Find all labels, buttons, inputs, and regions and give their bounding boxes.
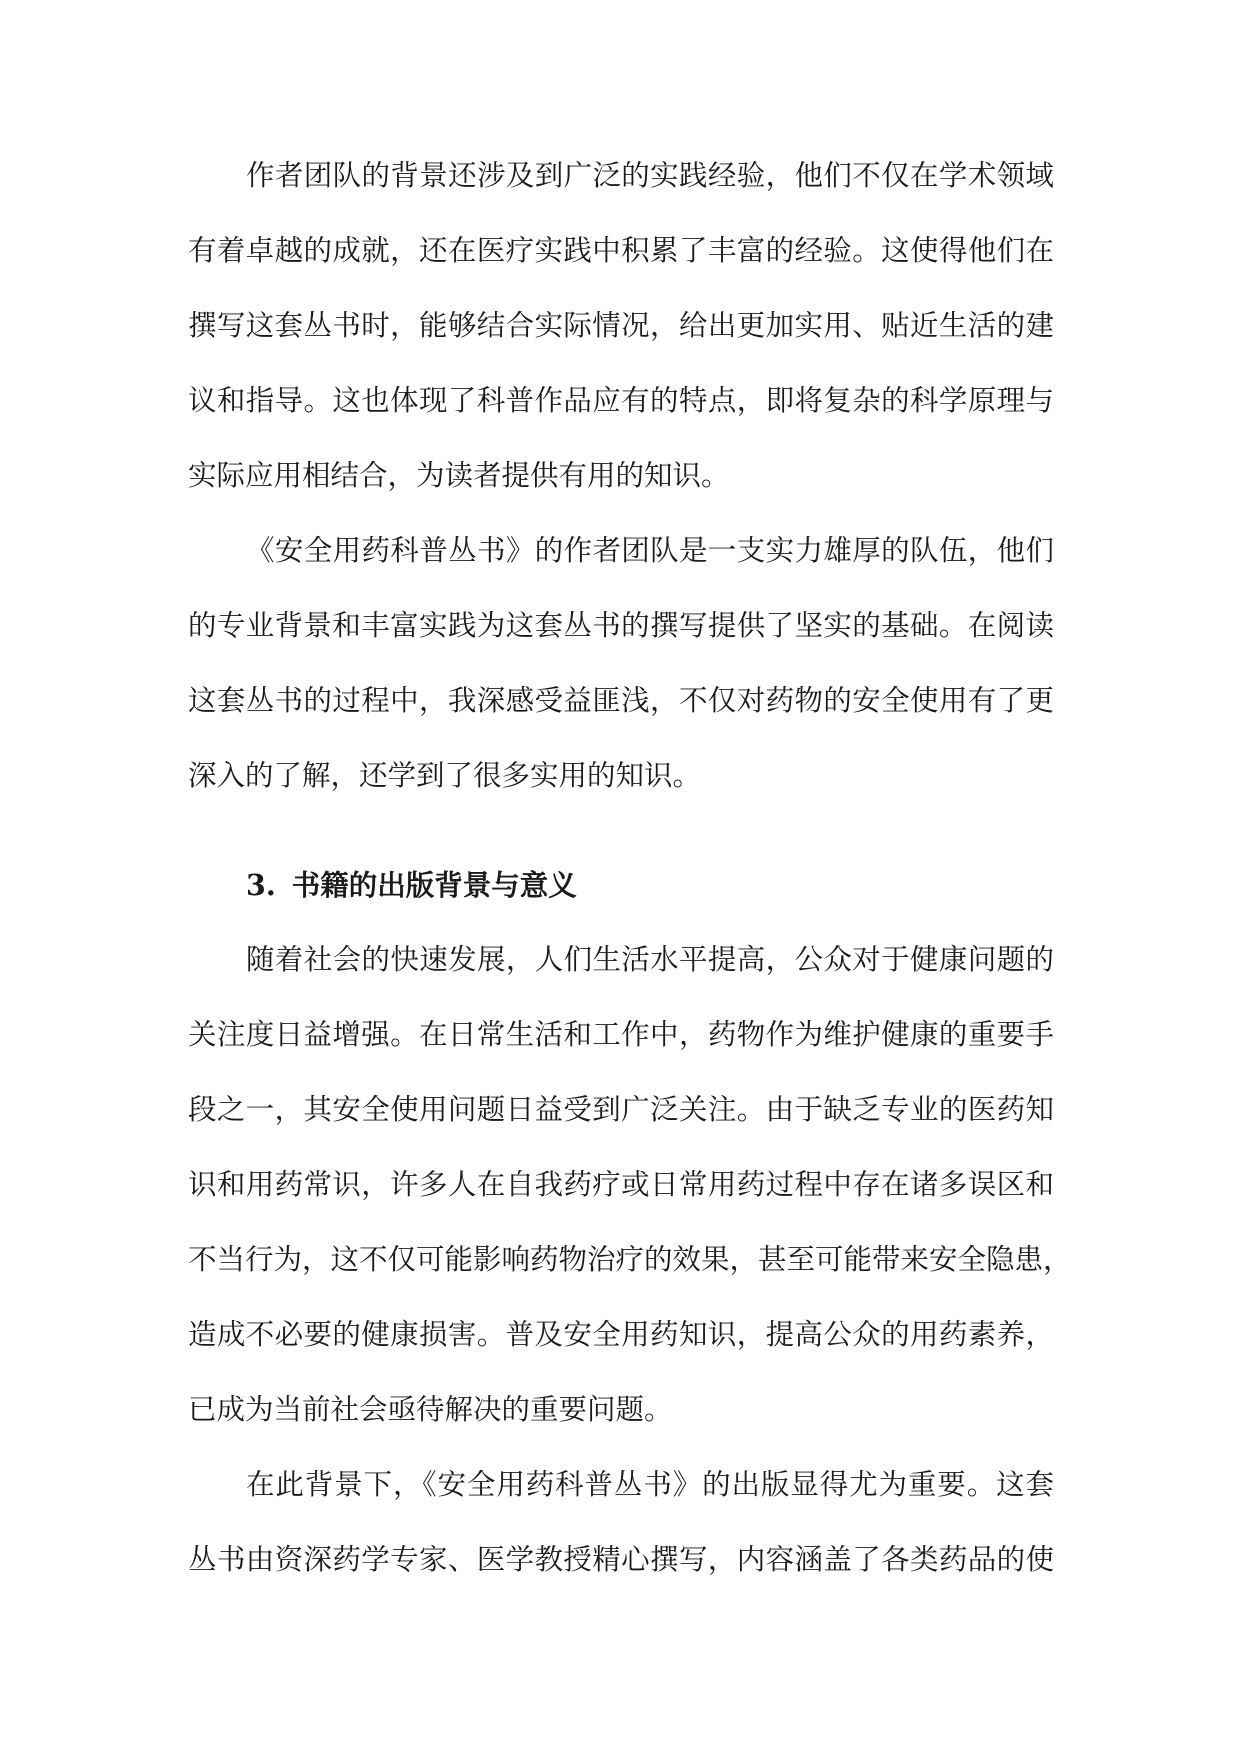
text-line: 不当行为，这不仅可能影响药物治疗的效果，甚至可能带来安全隐患， xyxy=(188,1243,1072,1276)
text-line: 段之一，其安全使用问题日益受到广泛关注。由于缺乏专业的医药知 xyxy=(188,1093,1054,1126)
text-line: 实际应用相结合，为读者提供有用的知识。 xyxy=(188,459,730,492)
paragraph xyxy=(188,930,1072,1455)
text-line: 的专业背景和丰富实践为这套丛书的撰写提供了坚实的基础。在阅读 xyxy=(188,609,1054,642)
text-line: 随着社会的快速发展，人们生活水平提高，公众对于健康问题的 xyxy=(246,943,1054,976)
section-heading xyxy=(188,855,1054,930)
paragraph xyxy=(188,521,1054,821)
text-line: 有着卓越的成就，还在医疗实践中积累了丰富的经验。这使得他们在 xyxy=(188,234,1054,267)
text-line: 识和用药常识，许多人在自我药疗或日常用药过程中存在诸多误区和 xyxy=(188,1168,1054,1201)
text-line: 深入的了解，还学到了很多实用的知识。 xyxy=(188,759,702,792)
text-line: 撰写这套丛书时，能够结合实际情况，给出更加实用、贴近生活的建 xyxy=(188,309,1054,342)
text-line: 作者团队的背景还涉及到广泛的实践经验，他们不仅在学术领域 xyxy=(246,159,1054,192)
section-title: 书籍的出版背景与意义 xyxy=(291,868,577,902)
document-body xyxy=(188,146,1072,1605)
paragraph xyxy=(188,146,1054,521)
section-number: 3. xyxy=(246,868,276,902)
text-line: 已成为当前社会亟待解决的重要问题。 xyxy=(188,1393,673,1426)
paragraph xyxy=(188,1455,1054,1605)
text-line: 这套丛书的过程中，我深感受益匪浅，不仅对药物的安全使用有了更 xyxy=(188,684,1054,717)
section-spacer xyxy=(188,821,1054,855)
text-line: 造成不必要的健康损害。普及安全用药知识，提高公众的用药素养， xyxy=(188,1318,1054,1351)
text-line: 丛书由资深药学专家、医学教授精心撰写，内容涵盖了各类药品的使 xyxy=(188,1543,1054,1576)
text-line: 议和指导。这也体现了科普作品应有的特点，即将复杂的科学原理与 xyxy=(188,384,1054,417)
text-line: 《安全用药科普丛书》的作者团队是一支实力雄厚的队伍，他们 xyxy=(246,534,1054,567)
text-line: 在此背景下，《安全用药科普丛书》的出版显得尤为重要。这套 xyxy=(246,1468,1054,1501)
text-line: 关注度日益增强。在日常生活和工作中，药物作为维护健康的重要手 xyxy=(188,1018,1054,1051)
